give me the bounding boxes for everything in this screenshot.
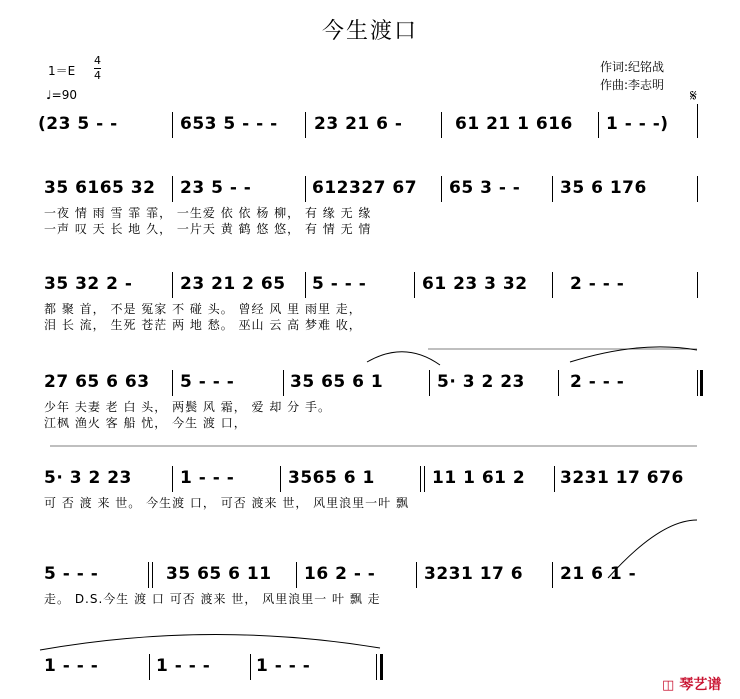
time-sig-top: 4: [94, 54, 101, 67]
measure: 23 5 - -: [180, 178, 252, 198]
measure: 16 2 - -: [304, 564, 376, 584]
measure: 61 21 1 616: [455, 114, 573, 134]
measure: 3231 17 676: [560, 468, 684, 488]
measure: 653 5 - - -: [180, 114, 278, 134]
measure: 5 - - -: [312, 274, 367, 294]
time-sig-bottom: 4: [94, 69, 101, 82]
watermark-logo: [662, 674, 721, 694]
slur-arc: [608, 520, 697, 578]
lyrics-verse-1: 一夜 情 雨 雪 霏 霏， 一生爱 依 依 杨 柳， 有 缘 无 缘: [44, 206, 372, 220]
lyrics-verse-2: 泪 长 流， 生死 苍茫 两 地 愁。 巫山 云 高 梦难 收，: [44, 318, 362, 332]
tempo-marking: ♩=90: [46, 88, 77, 102]
lyrics-verse-1: 走。 D.S.今生 渡 口 可否 渡来 世， 风里浪里一 叶 飘 走: [44, 592, 381, 606]
composer-credit: 作曲:李志明: [600, 78, 665, 92]
slur-arc: [40, 634, 380, 650]
measure: 3231 17 6: [424, 564, 524, 584]
measure: 5 - - -: [44, 564, 99, 584]
measure: 2 - - -: [570, 372, 625, 392]
measure: 21 6 1 -: [560, 564, 637, 584]
measure: 1 - - -: [180, 468, 235, 488]
measure: 27 65 6 63: [44, 372, 150, 392]
measure: 5 - - -: [180, 372, 235, 392]
measure: 5· 3 2 23: [44, 468, 132, 488]
measure: 61 23 3 32: [422, 274, 528, 294]
measure: 35 32 2 -: [44, 274, 133, 294]
logo-icon: ◫: [662, 678, 675, 693]
watermark-text: 琴艺谱: [679, 677, 722, 693]
measure: 23 21 6 -: [314, 114, 403, 134]
lyrics-verse-1: 都 聚 首， 不是 冤家 不 碰 头。 曾经 风 里 雨里 走，: [44, 302, 362, 316]
lyrics-verse-1: 少年 夫妻 老 白 头， 两鬓 风 霜， 爱 却 分 手。: [44, 400, 331, 414]
slur-arc: [367, 352, 440, 365]
lyrics-verse-1: 可 否 渡 来 世。 今生渡 口， 可否 渡来 世， 风里浪里一叶 飘: [44, 496, 409, 510]
measure: 5· 3 2 23: [437, 372, 525, 392]
measure: 35 65 6 11: [166, 564, 272, 584]
song-title: 今生渡口: [321, 19, 418, 44]
measure: 3565 6 1: [288, 468, 375, 488]
lyrics-verse-2: 一声 叹 天 长 地 久， 一片天 黄 鹤 悠 悠， 有 情 无 情: [44, 222, 372, 236]
measure: 11 1 61 2: [432, 468, 526, 488]
measure: 23 21 2 65: [180, 274, 286, 294]
measure: 612327 67: [312, 178, 418, 198]
measure: 65 3 - -: [449, 178, 521, 198]
key-label: 1＝E: [48, 64, 76, 78]
measure: (23 5 - -: [38, 114, 118, 134]
measure: 35 6 176: [560, 178, 647, 198]
measure: 2 - - -: [570, 274, 625, 294]
measure: 1 - - -: [156, 656, 211, 676]
measure: 1 - - -): [606, 114, 669, 134]
measure: 35 65 6 1: [290, 372, 384, 392]
dal-segno-sign: 𝄋: [690, 86, 697, 105]
lyrics-verse-2: 江枫 渔火 客 船 忧， 今生 渡 口，: [44, 416, 247, 430]
measure: 35 6165 32: [44, 178, 156, 198]
measure: 1 - - -: [256, 656, 311, 676]
lyricist-credit: 作词:纪铭战: [600, 60, 665, 74]
measure: 1 - - -: [44, 656, 99, 676]
